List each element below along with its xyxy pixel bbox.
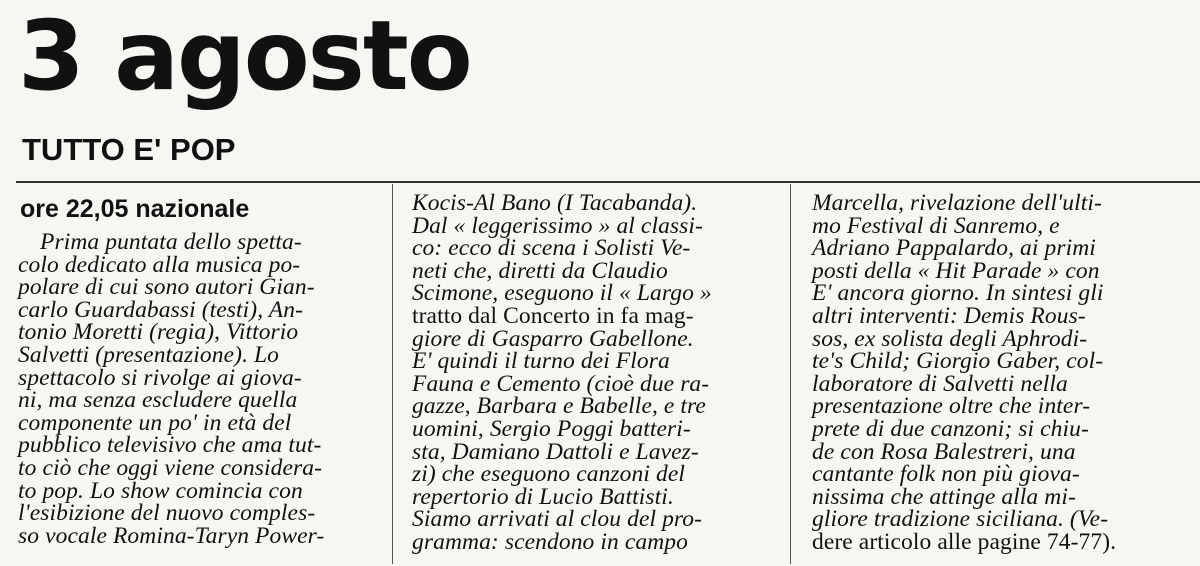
text-line: neti che, diretti da Claudio: [412, 257, 668, 284]
text-line: Salvetti (presentazione). Lo: [18, 341, 280, 368]
text-line: de con Rosa Balestreri, una: [812, 438, 1076, 465]
text-line: posti della « Hit Parade » con: [812, 257, 1100, 284]
text-line: presentazione oltre che inter-: [812, 393, 1091, 420]
text-line: l'esibizione del nuovo comples-: [18, 500, 316, 527]
text-line: zi) che eseguono canzoni del: [412, 461, 685, 488]
text-line: gliore tradizione siciliana. (Ve-: [812, 506, 1109, 533]
text-line: cantante folk non più giova-: [812, 461, 1080, 488]
text-line: so vocale Romina-Taryn Power-: [18, 522, 325, 549]
text-line: Scimone, eseguono il « Largo »: [412, 280, 712, 307]
text-line: to pop. Lo show comincia con: [18, 477, 303, 504]
text-line: Prima puntata dello spetta-: [40, 229, 302, 255]
text-line: prete di due canzoni; si chiu-: [812, 415, 1089, 442]
column-text: [412, 192, 784, 554]
section-subtitle: TUTTO E' POP: [22, 132, 236, 167]
text-line: repertorio di Lucio Battisti.: [412, 483, 674, 510]
text-line: colo dedicato alla musica po-: [18, 251, 301, 278]
text-line: uomini, Sergio Poggi batteri-: [412, 415, 691, 442]
page-title: 3 agosto: [18, 0, 471, 112]
text-line: nissima che attinge alla mi-: [812, 483, 1076, 510]
text-line: tonio Moretti (regia), Vittorio: [18, 319, 299, 346]
header-rule: [16, 181, 1200, 183]
text-line: pubblico televisivo che ama tut-: [18, 432, 322, 459]
text-line: tratto dal Concerto in fa mag-: [412, 302, 694, 329]
text-line: spettacolo si rivolge ai giova-: [18, 364, 302, 391]
text-line: sos, ex solista degli Aphrodi-: [812, 325, 1088, 352]
text-line: componente un po' in età del: [18, 409, 292, 436]
text-line: altri interventi: Demis Rous-: [812, 302, 1086, 329]
column-divider: [790, 184, 791, 564]
text-line: mo Festival di Sanremo, e: [812, 212, 1060, 239]
article-column-3: [812, 192, 1196, 554]
text-line: Siamo arrivati al clou del pro-: [412, 506, 703, 533]
text-line: Marcella, rivelazione dell'ulti-: [812, 190, 1102, 216]
article-column-2: [412, 192, 784, 554]
text-line: te's Child; Giorgio Gaber, col-: [812, 348, 1104, 375]
text-line: ni, ma senza escludere quella: [18, 387, 298, 414]
text-line: E' ancora giorno. In sintesi gli: [812, 280, 1104, 307]
text-line: polare di cui sono autori Gian-: [18, 274, 315, 301]
text-line: Adriano Pappalardo, ai primi: [812, 235, 1096, 262]
text-line: to ciò che oggi viene considera-: [18, 454, 323, 481]
text-line: giore di Gasparro Gabellone.: [412, 325, 694, 352]
broadcast-time: ore 22,05 nazionale: [20, 195, 250, 223]
text-line: gazze, Barbara e Babelle, e tre: [412, 393, 706, 420]
text-line: sta, Damiano Dattoli e Lavez-: [412, 438, 699, 465]
article-column-1: [18, 188, 386, 547]
text-line: co: ecco di scena i Solisti Ve-: [412, 235, 691, 262]
text-line: Kocis-Al Bano (I Tacabanda).: [412, 190, 698, 216]
text-line: gramma: scendono in campo: [412, 528, 688, 555]
column-text: [812, 192, 1196, 554]
column-text: [18, 231, 386, 547]
text-line: dere articolo alle pagine 74-77).: [812, 528, 1117, 555]
column-divider: [392, 184, 393, 564]
text-line: laboratore di Salvetti nella: [812, 370, 1068, 397]
text-line: Fauna e Cemento (cioè due ra-: [412, 370, 710, 397]
text-line: carlo Guardabassi (testi), An-: [18, 296, 303, 323]
text-line: E' quindi il turno dei Flora: [412, 348, 670, 375]
text-line: Dal « leggerissimo » al classi-: [412, 212, 703, 239]
